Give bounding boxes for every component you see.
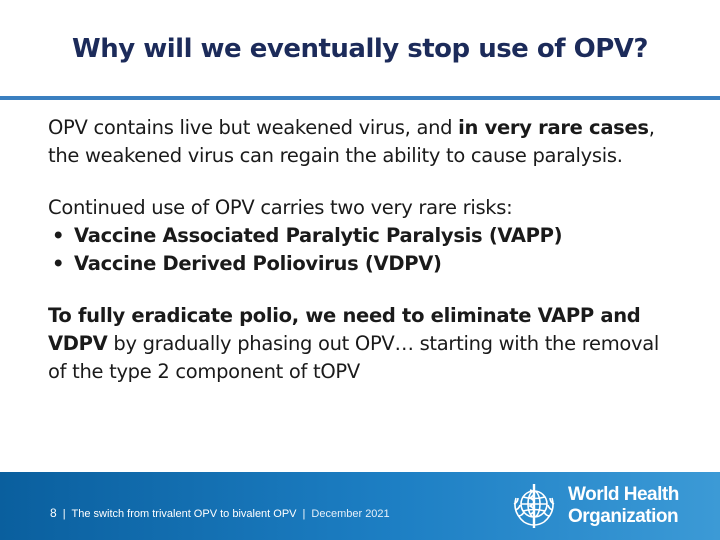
title-divider <box>0 96 720 100</box>
bullet-item-vapp <box>48 222 668 250</box>
risks-intro: Continued use of OPV carries two very rare risks: <box>48 196 513 219</box>
who-wordmark-line-2: Organization <box>568 506 679 527</box>
slide-body <box>48 114 668 386</box>
footer-separator: | <box>62 508 66 520</box>
footer-text <box>50 506 390 520</box>
paragraph-1-text-end: , the weakened virus can regain the ability to cause paralysis. <box>48 116 655 167</box>
bullet-text: Vaccine Derived Poliovirus (VDPV) <box>74 252 442 275</box>
bullet-text: Vaccine Associated Paralytic Paralysis (VAPP) <box>74 224 563 247</box>
footer-separator-2: | <box>302 508 306 520</box>
paragraph-3 <box>48 302 668 386</box>
bullet-icon: • <box>52 252 65 275</box>
bullet-item-vdpv <box>48 250 668 278</box>
paragraph-3-text: by gradually phasing out OPV… starting with the removal of the type 2 component of tOPV <box>48 332 660 383</box>
who-emblem-icon <box>506 478 562 534</box>
page-number: 8 <box>50 506 57 520</box>
who-wordmark <box>568 484 679 528</box>
who-logo <box>506 478 686 534</box>
bullet-icon: • <box>52 224 65 247</box>
paragraph-1 <box>48 114 668 170</box>
paragraph-1-emphasis: in very rare cases <box>458 116 649 139</box>
paragraph-1-text-start: OPV contains live but weakened virus, and <box>48 116 459 139</box>
footer-date: December 2021 <box>311 508 390 520</box>
footer-title: The switch from trivalent OPV to bivalent OPV <box>71 508 297 520</box>
who-wordmark-line-1: World Health <box>568 484 679 505</box>
slide-title: Why will we eventually stop use of OPV? <box>72 34 648 64</box>
paragraph-3-emphasis: To fully eradicate polio, we need to eliminate VAPP and VDPV <box>48 304 641 355</box>
paragraph-2 <box>48 194 668 278</box>
